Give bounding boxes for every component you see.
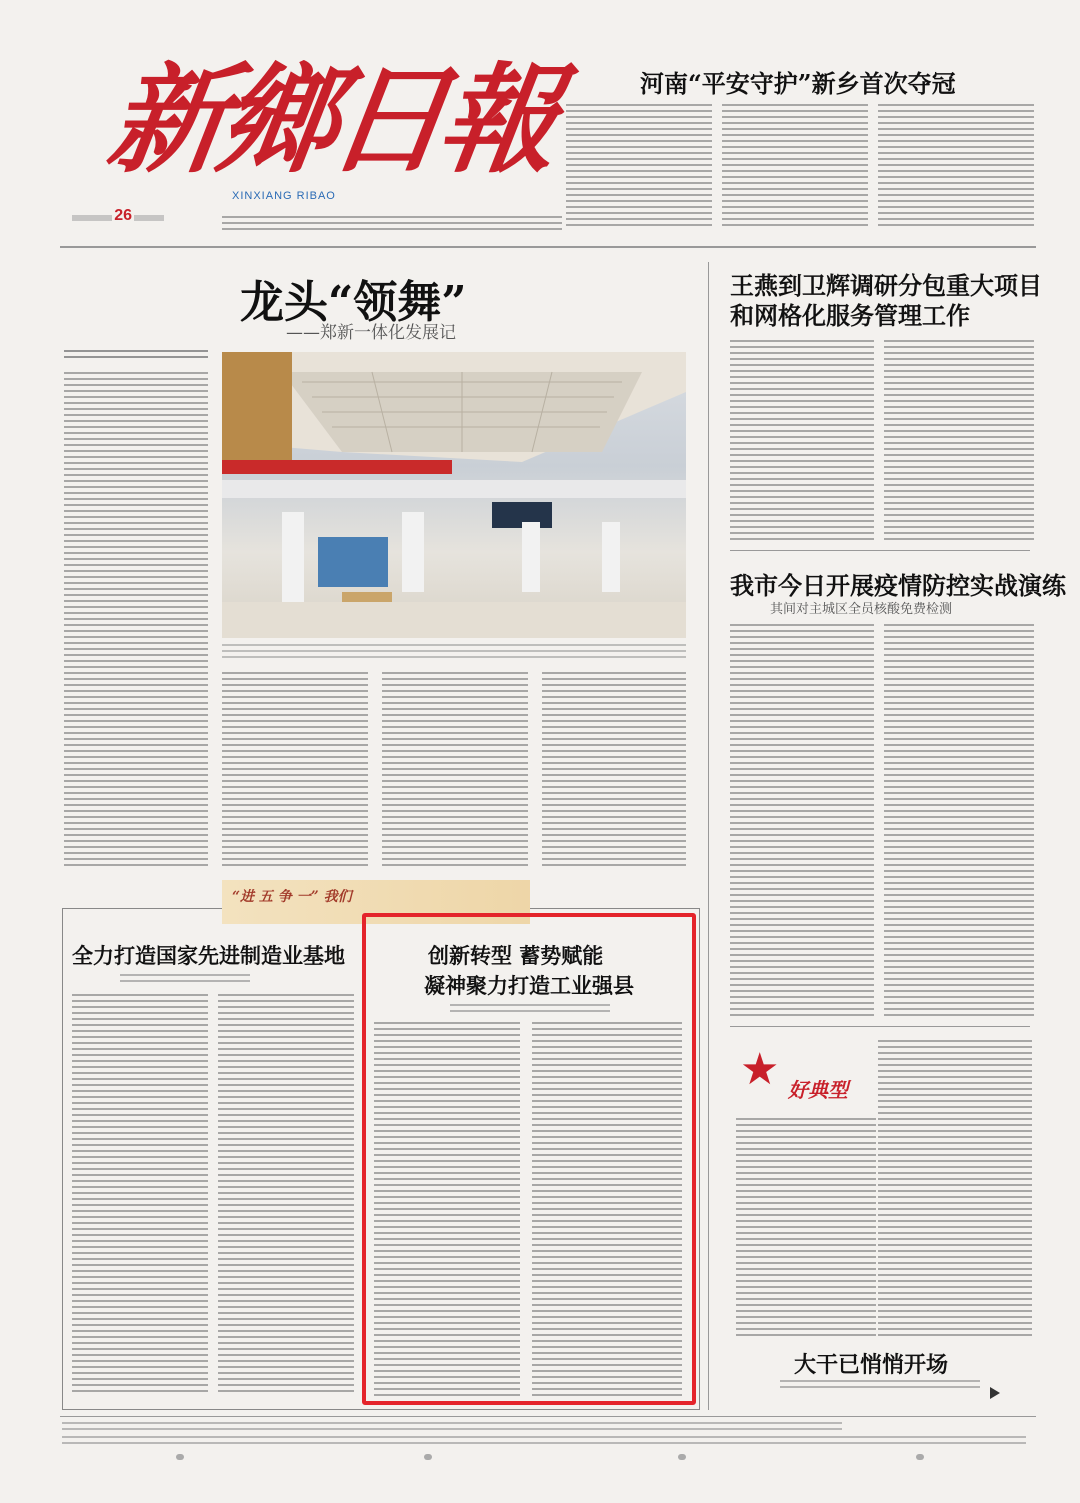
right-story-2-column-2 <box>884 624 1034 1020</box>
left-bottom-column-1 <box>72 994 208 1396</box>
star-icon: ★ <box>740 1044 780 1095</box>
highlight-frame <box>362 913 696 1405</box>
right-rule-2 <box>730 1026 1030 1027</box>
station-hall-illustration <box>222 352 686 638</box>
campaign-banner-text: “进 五 争 一” 我们 <box>232 889 352 905</box>
left-bottom-headline: 全力打造国家先进制造业基地 <box>72 943 345 968</box>
good-example-label: 好典型 <box>788 1078 848 1102</box>
right-story-2-column-1 <box>730 624 874 1020</box>
right-story-1-column-1 <box>730 340 874 540</box>
top-story-column-1 <box>566 104 712 228</box>
right-story-2-subhead: 其间对主城区全员核酸免费检测 <box>770 602 953 617</box>
footer-mark-4 <box>916 1454 924 1460</box>
bottom-right-subhead <box>780 1380 980 1388</box>
right-story-1-headline-line2: 和网格化服务管理工作 <box>730 301 970 330</box>
footer-line-1 <box>62 1422 842 1430</box>
left-bottom-byline <box>120 974 250 982</box>
top-story-column-2 <box>722 104 868 228</box>
right-story-1-headline-line1: 王燕到卫辉调研分包重大项目 <box>730 271 1042 300</box>
column-divider <box>708 262 709 1410</box>
footer-line-2 <box>62 1436 1026 1444</box>
lead-story-byline <box>64 350 208 360</box>
masthead-logo <box>100 35 560 205</box>
right-story-2-headline: 我市今日开展疫情防控实战演练 <box>730 571 1066 600</box>
lead-story-column-3 <box>382 672 528 868</box>
dateline <box>72 207 164 224</box>
footer-mark-1 <box>176 1454 184 1460</box>
right-story-1-column-2 <box>884 340 1034 540</box>
lead-story-subhead: ——郑新一体化发展记 <box>286 323 456 343</box>
lead-story-column-1 <box>64 372 208 868</box>
newspaper-title: 新鄉日報 <box>100 50 560 189</box>
good-example-column-2 <box>878 1040 1032 1338</box>
masthead-rule <box>60 246 1036 248</box>
good-example-column-1 <box>736 1118 876 1338</box>
top-story-headline: 河南“平安守护”新乡首次夺冠 <box>640 69 956 98</box>
highlighted-headline-line1: 创新转型 蓄势赋能 <box>428 943 604 968</box>
right-rule-1 <box>730 550 1030 551</box>
publication-info-block <box>222 216 562 232</box>
footer-mark-2 <box>424 1454 432 1460</box>
lead-story-column-2 <box>222 672 368 868</box>
footer-mark-3 <box>678 1454 686 1460</box>
date-day: 26 <box>114 207 133 224</box>
left-bottom-column-2 <box>218 994 354 1396</box>
masthead-pinyin: XINXIANG RIBAO <box>232 190 336 202</box>
highlighted-headline-line2: 凝神聚力打造工业强县 <box>424 973 634 998</box>
lead-story-column-4 <box>542 672 686 868</box>
photo-caption <box>222 644 686 660</box>
footer-rule <box>60 1416 1036 1417</box>
train-station-photo <box>222 352 686 638</box>
bottom-right-headline: 大干已悄悄开场 <box>794 1352 949 1378</box>
continue-arrow-icon <box>990 1387 1000 1399</box>
lead-story-headline: 龙头“领舞” <box>240 277 467 328</box>
top-story-column-3 <box>878 104 1034 228</box>
